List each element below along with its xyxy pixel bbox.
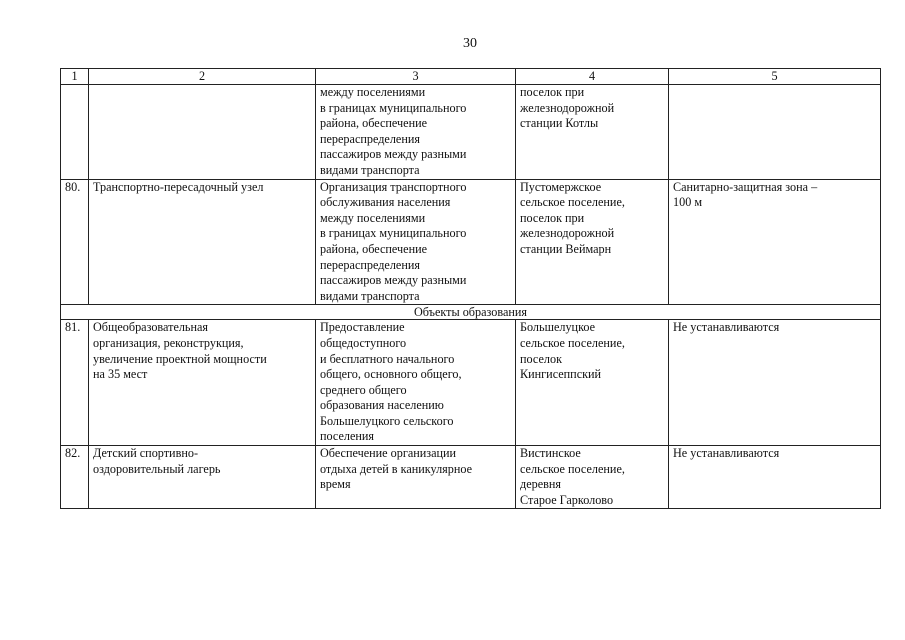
object-location: Большелуцкое сельское поселение, поселок Кингисеппский xyxy=(516,320,669,446)
object-location: поселок при железнодорожной станции Котлы xyxy=(516,85,669,180)
table-header-row xyxy=(61,69,881,85)
object-location: Пустомержское сельское поселение, поселок при железнодорожной станции Веймарн xyxy=(516,179,669,305)
object-zone: Не устанавливаются xyxy=(669,446,881,509)
column-header: 3 xyxy=(316,69,516,85)
object-zone xyxy=(669,85,881,180)
row-number xyxy=(61,85,89,180)
table-row xyxy=(61,446,881,509)
object-zone: Санитарно-защитная зона – 100 м xyxy=(669,179,881,305)
object-name: Транспортно-пересадочный узел xyxy=(89,179,316,305)
row-number: 82. xyxy=(61,446,89,509)
page-number: 30 xyxy=(463,36,477,51)
section-row xyxy=(61,305,881,320)
object-purpose: Обеспечение организации отдыха детей в каникулярное время xyxy=(316,446,516,509)
column-header: 1 xyxy=(61,69,89,85)
object-location: Вистинское сельское поселение, деревня Старое Гарколово xyxy=(516,446,669,509)
object-purpose: Предоставление общедоступного и бесплатного начального общего, основного общего, среднего общего образования населению Большелуцкого сельского поселения xyxy=(316,320,516,446)
table-row xyxy=(61,179,881,305)
section-title: Объекты образования xyxy=(61,305,881,320)
object-name: Общеобразовательная организация, реконструкция, увеличение проектной мощности на 35 мест xyxy=(89,320,316,446)
table-row xyxy=(61,85,881,180)
row-number: 81. xyxy=(61,320,89,446)
object-name xyxy=(89,85,316,180)
object-zone: Не устанавливаются xyxy=(669,320,881,446)
object-purpose: между поселениями в границах муниципального района, обеспечение перераспределения пассажиров между разными видами транспорта xyxy=(316,85,516,180)
objects-table xyxy=(60,68,881,509)
column-header: 5 xyxy=(669,69,881,85)
object-name: Детский спортивно- оздоровительный лагерь xyxy=(89,446,316,509)
object-purpose: Организация транспортного обслуживания населения между поселениями в границах муниципального района, обеспечение перераспределения пассажиров между разными видами транспорта xyxy=(316,179,516,305)
column-header: 4 xyxy=(516,69,669,85)
table-row xyxy=(61,320,881,446)
column-header: 2 xyxy=(89,69,316,85)
row-number: 80. xyxy=(61,179,89,305)
